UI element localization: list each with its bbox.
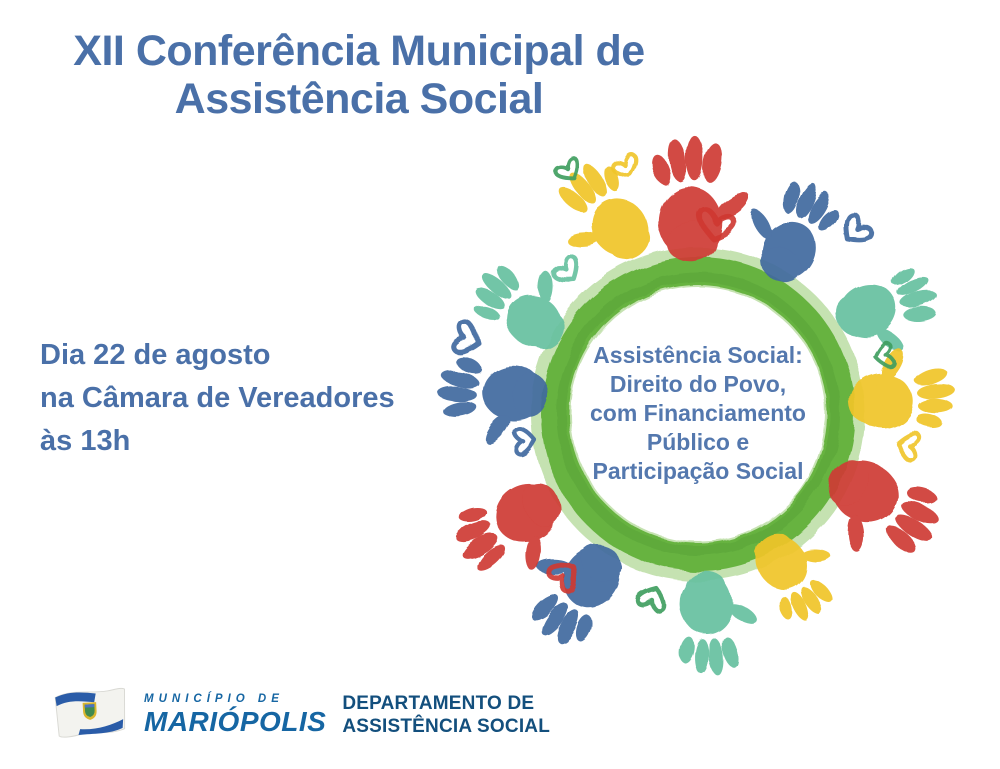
heart-icon: [873, 343, 894, 368]
mariopolis-flag-icon: [49, 684, 134, 746]
municipality-logo: [50, 686, 550, 744]
event-date: Dia 22 de agosto: [40, 339, 271, 371]
handprint-icon: [647, 132, 757, 265]
theme-line: Direito do Povo,: [609, 371, 787, 397]
department-line2: ASSISTÊNCIA SOCIAL: [342, 716, 551, 737]
conference-title: [28, 27, 690, 123]
theme-text: [558, 341, 838, 486]
theme-line: com Financiamento: [590, 400, 806, 426]
event-venue: na Câmara de Vereadores: [40, 382, 395, 414]
municipality-name-block: [144, 693, 326, 738]
department-name-block: [342, 692, 550, 738]
heart-icon: [837, 213, 875, 251]
municipality-label: MUNICÍPIO DE: [144, 692, 284, 705]
theme-line: Público e: [646, 429, 750, 455]
handprint-icon: [847, 344, 957, 434]
event-time: às 13h: [40, 425, 131, 457]
theme-line: Participação Social: [592, 458, 804, 484]
theme-line: Assistência Social:: [593, 342, 803, 368]
department-line1: DEPARTAMENTO DE: [342, 693, 535, 714]
municipality-name: MARIÓPOLIS: [144, 705, 327, 737]
heart-icon: [894, 430, 921, 462]
heart-icon: [551, 255, 585, 288]
handprint-icon: [674, 569, 762, 677]
event-details: [40, 334, 395, 463]
heart-icon: [452, 321, 484, 357]
conference-title-line2: Assistência Social: [174, 75, 544, 123]
conference-title-line1: XII Conferência Municipal de: [73, 27, 645, 75]
heart-icon: [636, 583, 669, 612]
